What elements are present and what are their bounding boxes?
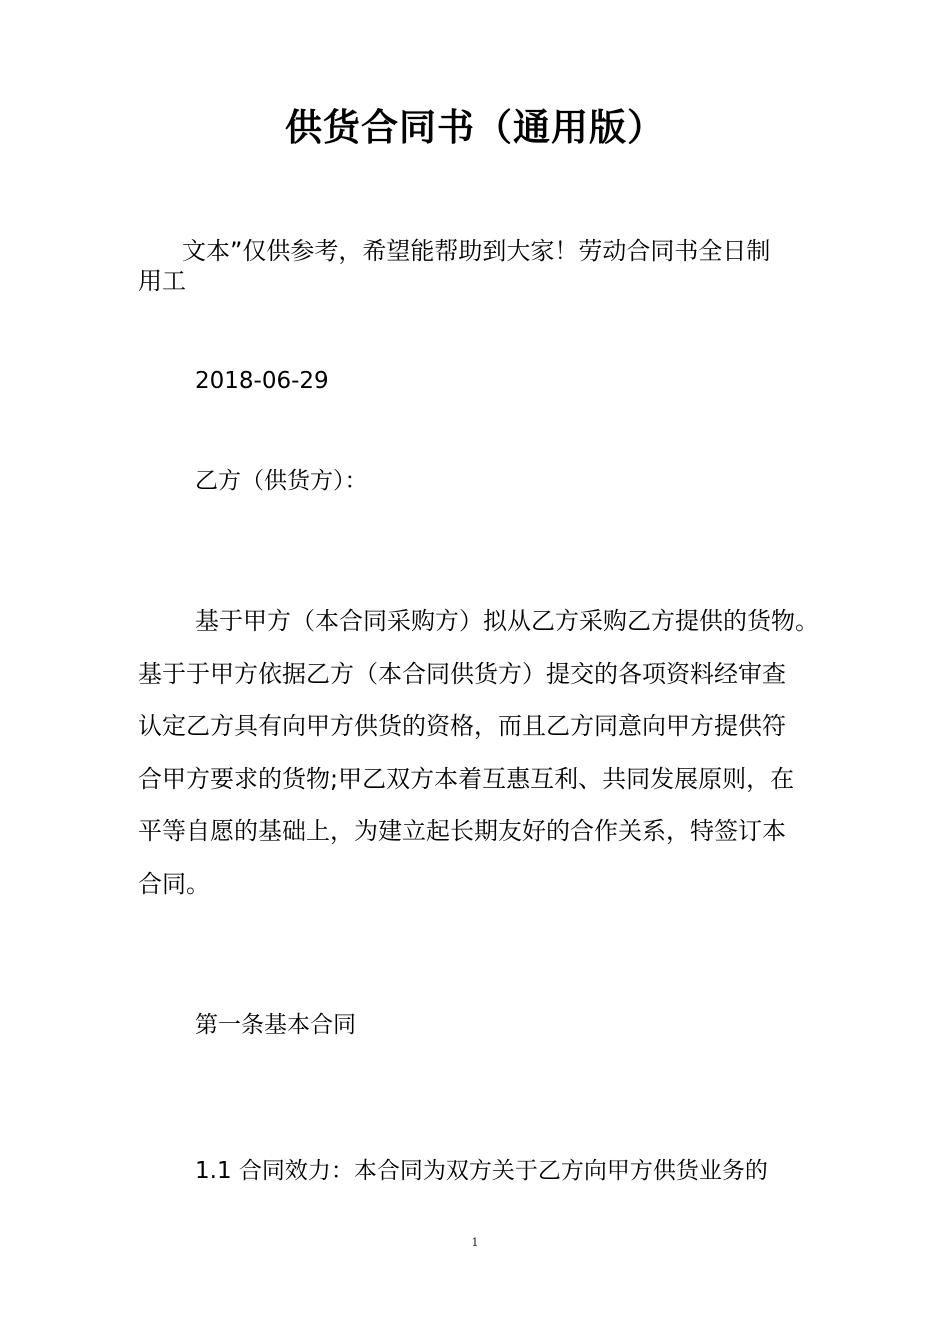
intro-line-1: 文本”仅供参考，希望能帮助到大家！劳动合同书全日制	[182, 237, 771, 265]
article-heading: 第一条基本合同	[195, 1012, 356, 1038]
paragraph-line: 合同。	[138, 869, 210, 898]
clause-text: 1.1 合同效力：本合同为双方关于乙方向甲方供货业务的	[195, 1158, 768, 1184]
paragraph-line: 基于甲方（本合同采购方）拟从乙方采购乙方提供的货物。	[195, 607, 819, 635]
intro-line-2: 用工	[138, 267, 186, 295]
document-date: 2018-06-29	[195, 368, 329, 394]
preamble-paragraph	[138, 604, 838, 920]
party-b-label: 乙方（供货方）：	[195, 468, 368, 494]
intro-note	[138, 236, 818, 296]
paragraph-line: 认定乙方具有向甲方供货的资格，而且乙方同意向甲方提供符	[138, 712, 786, 741]
document-title: 供货合同书（通用版）	[285, 106, 665, 149]
paragraph-line: 平等自愿的基础上，为建立起长期友好的合作关系，特签订本	[138, 817, 786, 846]
page-number: 1	[471, 1236, 479, 1249]
paragraph-line: 合甲方要求的货物;甲乙双方本着互惠互利、共同发展原则，在	[138, 764, 795, 793]
paragraph-line: 基于于甲方依据乙方（本合同供货方）提交的各项资料经审查	[138, 659, 786, 688]
